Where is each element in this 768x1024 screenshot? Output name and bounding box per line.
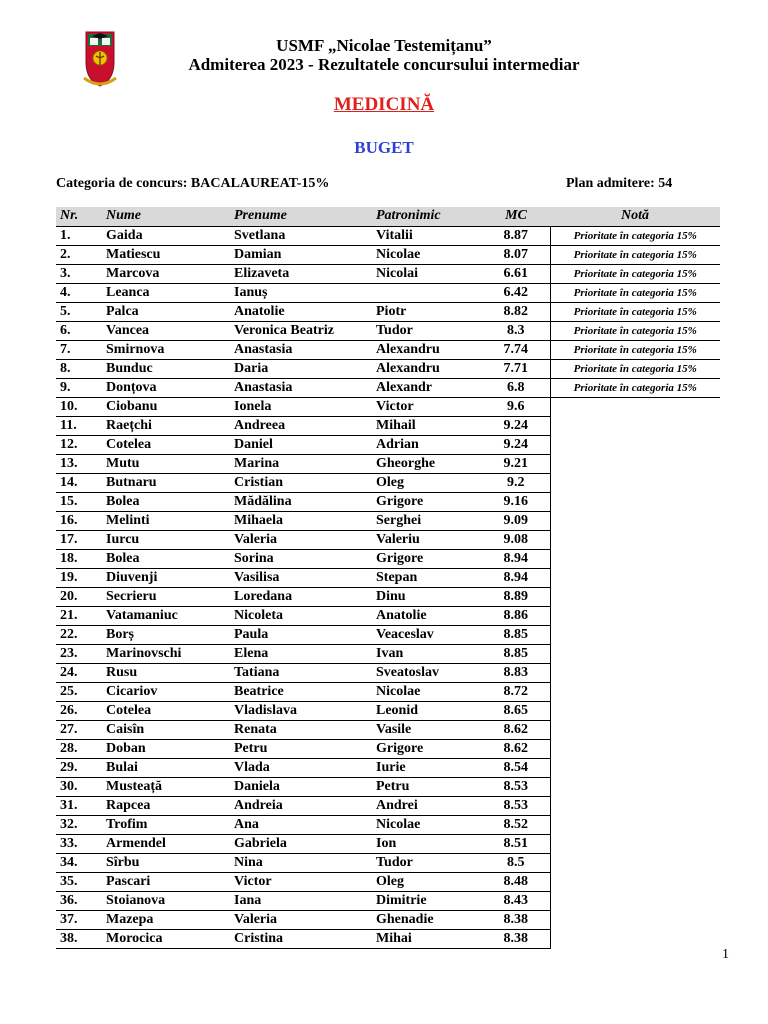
table-row	[56, 739, 720, 758]
cell-patronimic: Vitalii	[372, 226, 482, 245]
cell-prenume: Tatiana	[230, 663, 372, 682]
cell-nume: Bunduc	[102, 359, 230, 378]
table-row	[56, 378, 720, 397]
institution-name: USMF „Nicolae Testemițanu”	[276, 36, 492, 55]
cell-mc: 8.62	[482, 739, 550, 758]
funding-type: BUGET	[354, 138, 414, 157]
table-header-row	[56, 207, 720, 226]
cell-mc: 9.08	[482, 530, 550, 549]
cell-prenume: Elizaveta	[230, 264, 372, 283]
cell-nota	[550, 397, 720, 416]
cell-prenume: Ianuș	[230, 283, 372, 302]
cell-prenume: Loredana	[230, 587, 372, 606]
table-row	[56, 720, 720, 739]
cell-prenume: Elena	[230, 644, 372, 663]
cell-nume: Leanca	[102, 283, 230, 302]
cell-nota	[550, 872, 720, 891]
table-row	[56, 568, 720, 587]
cell-prenume: Vasilisa	[230, 568, 372, 587]
cell-nr: 15.	[56, 492, 102, 511]
cell-nota	[550, 701, 720, 720]
cell-nume: Cotelea	[102, 701, 230, 720]
cell-nota: Prioritate în categoria 15%	[550, 302, 720, 321]
cell-patronimic: Ion	[372, 834, 482, 853]
cell-patronimic: Alexandru	[372, 340, 482, 359]
cell-patronimic: Vasile	[372, 720, 482, 739]
cell-nr: 30.	[56, 777, 102, 796]
cell-prenume: Valeria	[230, 910, 372, 929]
cell-mc: 9.24	[482, 416, 550, 435]
cell-nr: 37.	[56, 910, 102, 929]
cell-nota	[550, 834, 720, 853]
cell-nume: Rusu	[102, 663, 230, 682]
cell-nr: 36.	[56, 891, 102, 910]
results-table	[56, 207, 720, 949]
cell-prenume: Ionela	[230, 397, 372, 416]
cell-nume: Marinovschi	[102, 644, 230, 663]
cell-patronimic: Dimitrie	[372, 891, 482, 910]
table-row	[56, 910, 720, 929]
cell-nr: 6.	[56, 321, 102, 340]
cell-nr: 24.	[56, 663, 102, 682]
table-row	[56, 321, 720, 340]
cell-patronimic: Dinu	[372, 587, 482, 606]
cell-mc: 8.65	[482, 701, 550, 720]
cell-nume: Iurcu	[102, 530, 230, 549]
cell-patronimic: Nicolai	[372, 264, 482, 283]
cell-nr: 12.	[56, 435, 102, 454]
cell-nr: 23.	[56, 644, 102, 663]
table-row	[56, 834, 720, 853]
cell-mc: 6.42	[482, 283, 550, 302]
cell-patronimic: Alexandru	[372, 359, 482, 378]
cell-patronimic: Piotr	[372, 302, 482, 321]
table-row	[56, 663, 720, 682]
col-header-nota: Notă	[550, 207, 720, 226]
cell-nume: Cotelea	[102, 435, 230, 454]
cell-nume: Raețchi	[102, 416, 230, 435]
cell-nr: 4.	[56, 283, 102, 302]
cell-prenume: Anastasia	[230, 340, 372, 359]
cell-nota	[550, 416, 720, 435]
table-row	[56, 302, 720, 321]
cell-nr: 33.	[56, 834, 102, 853]
cell-nume: Matiescu	[102, 245, 230, 264]
specialty-title: MEDICINĂ	[333, 94, 435, 115]
cell-nr: 34.	[56, 853, 102, 872]
cell-prenume: Anatolie	[230, 302, 372, 321]
cell-nr: 31.	[56, 796, 102, 815]
cell-nota	[550, 606, 720, 625]
cell-mc: 8.07	[482, 245, 550, 264]
cell-nr: 16.	[56, 511, 102, 530]
cell-nota: Prioritate în categoria 15%	[550, 340, 720, 359]
cell-nr: 13.	[56, 454, 102, 473]
cell-patronimic: Ghenadie	[372, 910, 482, 929]
cell-mc: 9.6	[482, 397, 550, 416]
cell-patronimic: Serghei	[372, 511, 482, 530]
cell-nume: Gaida	[102, 226, 230, 245]
cell-mc: 8.54	[482, 758, 550, 777]
cell-nota	[550, 853, 720, 872]
cell-nr: 10.	[56, 397, 102, 416]
table-row	[56, 625, 720, 644]
cell-patronimic: Leonid	[372, 701, 482, 720]
cell-nume: Marcova	[102, 264, 230, 283]
table-row	[56, 359, 720, 378]
cell-nota	[550, 815, 720, 834]
cell-nota	[550, 720, 720, 739]
cell-mc: 8.52	[482, 815, 550, 834]
cell-nota	[550, 796, 720, 815]
cell-nume: Doban	[102, 739, 230, 758]
cell-nr: 28.	[56, 739, 102, 758]
cell-nr: 9.	[56, 378, 102, 397]
cell-patronimic: Grigore	[372, 492, 482, 511]
cell-nume: Stoianova	[102, 891, 230, 910]
cell-nota	[550, 492, 720, 511]
cell-nr: 38.	[56, 929, 102, 948]
cell-nr: 25.	[56, 682, 102, 701]
cell-nota: Prioritate în categoria 15%	[550, 226, 720, 245]
cell-mc: 8.38	[482, 910, 550, 929]
table-row	[56, 245, 720, 264]
cell-mc: 8.43	[482, 891, 550, 910]
cell-nota	[550, 530, 720, 549]
cell-prenume: Mădălina	[230, 492, 372, 511]
cell-mc: 8.72	[482, 682, 550, 701]
cell-mc: 8.51	[482, 834, 550, 853]
cell-prenume: Valeria	[230, 530, 372, 549]
cell-nr: 35.	[56, 872, 102, 891]
cell-patronimic: Victor	[372, 397, 482, 416]
cell-patronimic: Nicolae	[372, 245, 482, 264]
cell-nume: Bolea	[102, 549, 230, 568]
cell-prenume: Vladislava	[230, 701, 372, 720]
cell-nume: Armendel	[102, 834, 230, 853]
cell-nr: 32.	[56, 815, 102, 834]
col-header-prenume: Prenume	[230, 207, 372, 226]
cell-patronimic: Oleg	[372, 872, 482, 891]
cell-patronimic: Tudor	[372, 853, 482, 872]
cell-mc: 8.3	[482, 321, 550, 340]
cell-nr: 14.	[56, 473, 102, 492]
cell-prenume: Cristina	[230, 929, 372, 948]
cell-nota	[550, 777, 720, 796]
table-row	[56, 777, 720, 796]
cell-patronimic: Anatolie	[372, 606, 482, 625]
cell-mc: 8.62	[482, 720, 550, 739]
cell-nota	[550, 435, 720, 454]
cell-nota	[550, 587, 720, 606]
cell-nr: 21.	[56, 606, 102, 625]
cell-mc: 9.09	[482, 511, 550, 530]
cell-patronimic: Sveatoslav	[372, 663, 482, 682]
cell-nr: 22.	[56, 625, 102, 644]
cell-nr: 18.	[56, 549, 102, 568]
cell-patronimic: Iurie	[372, 758, 482, 777]
cell-nr: 1.	[56, 226, 102, 245]
cell-nume: Ciobanu	[102, 397, 230, 416]
competition-category: Categoria de concurs: BACALAUREAT-15%	[56, 176, 330, 191]
cell-nume: Sîrbu	[102, 853, 230, 872]
cell-nume: Vancea	[102, 321, 230, 340]
cell-mc: 9.24	[482, 435, 550, 454]
cell-mc: 8.85	[482, 625, 550, 644]
cell-patronimic: Alexandr	[372, 378, 482, 397]
cell-prenume: Daria	[230, 359, 372, 378]
cell-mc: 8.82	[482, 302, 550, 321]
cell-nr: 29.	[56, 758, 102, 777]
table-row	[56, 397, 720, 416]
cell-prenume: Svetlana	[230, 226, 372, 245]
cell-mc: 8.87	[482, 226, 550, 245]
table-row	[56, 758, 720, 777]
cell-nr: 11.	[56, 416, 102, 435]
cell-prenume: Ana	[230, 815, 372, 834]
cell-mc: 8.86	[482, 606, 550, 625]
table-body	[56, 226, 720, 948]
cell-nume: Musteață	[102, 777, 230, 796]
cell-nume: Secrieru	[102, 587, 230, 606]
cell-nume: Palca	[102, 302, 230, 321]
cell-mc: 8.85	[482, 644, 550, 663]
cell-nume: Smirnova	[102, 340, 230, 359]
cell-prenume: Beatrice	[230, 682, 372, 701]
cell-prenume: Gabriela	[230, 834, 372, 853]
cell-nume: Vatamaniuc	[102, 606, 230, 625]
cell-patronimic: Tudor	[372, 321, 482, 340]
cell-nota	[550, 625, 720, 644]
cell-nota	[550, 568, 720, 587]
admission-plan: Plan admitere: 54	[566, 176, 673, 191]
table-row	[56, 644, 720, 663]
cell-patronimic: Grigore	[372, 739, 482, 758]
cell-prenume: Veronica Beatriz	[230, 321, 372, 340]
table-row	[56, 872, 720, 891]
col-header-mc: MC	[482, 207, 550, 226]
cell-prenume: Renata	[230, 720, 372, 739]
cell-nota: Prioritate în categoria 15%	[550, 359, 720, 378]
table-row	[56, 549, 720, 568]
cell-nota	[550, 454, 720, 473]
cell-prenume: Paula	[230, 625, 372, 644]
cell-prenume: Nicoleta	[230, 606, 372, 625]
cell-patronimic	[372, 283, 482, 302]
cell-nume: Pascari	[102, 872, 230, 891]
cell-nr: 2.	[56, 245, 102, 264]
cell-nr: 27.	[56, 720, 102, 739]
table-row	[56, 340, 720, 359]
table-row	[56, 853, 720, 872]
cell-mc: 9.21	[482, 454, 550, 473]
cell-prenume: Iana	[230, 891, 372, 910]
cell-nota	[550, 929, 720, 948]
table-row	[56, 530, 720, 549]
cell-prenume: Damian	[230, 245, 372, 264]
cell-nume: Bolea	[102, 492, 230, 511]
table-row	[56, 606, 720, 625]
cell-mc: 8.38	[482, 929, 550, 948]
cell-patronimic: Oleg	[372, 473, 482, 492]
cell-mc: 8.5	[482, 853, 550, 872]
cell-nr: 20.	[56, 587, 102, 606]
cell-nume: Cicariov	[102, 682, 230, 701]
cell-prenume: Andreea	[230, 416, 372, 435]
cell-nume: Caisîn	[102, 720, 230, 739]
cell-prenume: Vlada	[230, 758, 372, 777]
table-row	[56, 283, 720, 302]
cell-patronimic: Grigore	[372, 549, 482, 568]
cell-nota: Prioritate în categoria 15%	[550, 321, 720, 340]
cell-mc: 8.48	[482, 872, 550, 891]
page-number: 1	[722, 947, 729, 962]
cell-nume: Bulai	[102, 758, 230, 777]
cell-nr: 5.	[56, 302, 102, 321]
cell-prenume: Nina	[230, 853, 372, 872]
cell-patronimic: Petru	[372, 777, 482, 796]
cell-nota: Prioritate în categoria 15%	[550, 264, 720, 283]
cell-nota	[550, 511, 720, 530]
cell-patronimic: Andrei	[372, 796, 482, 815]
cell-patronimic: Ivan	[372, 644, 482, 663]
cell-nota	[550, 682, 720, 701]
cell-nota	[550, 891, 720, 910]
cell-nota	[550, 739, 720, 758]
cell-patronimic: Mihail	[372, 416, 482, 435]
document-title: Admiterea 2023 - Rezultatele concursului intermediar	[188, 55, 580, 74]
cell-nr: 26.	[56, 701, 102, 720]
cell-prenume: Mihaela	[230, 511, 372, 530]
table-row	[56, 492, 720, 511]
cell-patronimic: Gheorghe	[372, 454, 482, 473]
cell-mc: 7.74	[482, 340, 550, 359]
cell-prenume: Marina	[230, 454, 372, 473]
cell-mc: 6.8	[482, 378, 550, 397]
cell-patronimic: Valeriu	[372, 530, 482, 549]
cell-patronimic: Veaceslav	[372, 625, 482, 644]
cell-patronimic: Stepan	[372, 568, 482, 587]
table-row	[56, 815, 720, 834]
cell-nume: Morocica	[102, 929, 230, 948]
cell-mc: 8.94	[482, 549, 550, 568]
cell-patronimic: Nicolae	[372, 815, 482, 834]
cell-nota: Prioritate în categoria 15%	[550, 245, 720, 264]
table-row	[56, 796, 720, 815]
cell-nume: Rapcea	[102, 796, 230, 815]
cell-nume: Diuvenji	[102, 568, 230, 587]
table-row	[56, 511, 720, 530]
cell-mc: 9.2	[482, 473, 550, 492]
cell-prenume: Andreia	[230, 796, 372, 815]
cell-nota: Prioritate în categoria 15%	[550, 283, 720, 302]
cell-nume: Trofim	[102, 815, 230, 834]
cell-prenume: Daniela	[230, 777, 372, 796]
cell-nota	[550, 758, 720, 777]
cell-prenume: Cristian	[230, 473, 372, 492]
cell-nume: Butnaru	[102, 473, 230, 492]
cell-nr: 8.	[56, 359, 102, 378]
col-header-nr: Nr.	[56, 207, 102, 226]
cell-patronimic: Mihai	[372, 929, 482, 948]
table-row	[56, 226, 720, 245]
cell-prenume: Anastasia	[230, 378, 372, 397]
cell-nume: Melinti	[102, 511, 230, 530]
col-header-patronimic: Patronimic	[372, 207, 482, 226]
table-row	[56, 454, 720, 473]
cell-nota	[550, 663, 720, 682]
table-row	[56, 473, 720, 492]
cell-nume: Mazepa	[102, 910, 230, 929]
cell-mc: 8.89	[482, 587, 550, 606]
cell-mc: 9.16	[482, 492, 550, 511]
cell-nota	[550, 473, 720, 492]
cell-nota	[550, 644, 720, 663]
cell-prenume: Victor	[230, 872, 372, 891]
cell-nr: 3.	[56, 264, 102, 283]
cell-nume: Borș	[102, 625, 230, 644]
cell-mc: 6.61	[482, 264, 550, 283]
cell-nota	[550, 549, 720, 568]
col-header-nume: Nume	[102, 207, 230, 226]
cell-nr: 17.	[56, 530, 102, 549]
cell-nume: Mutu	[102, 454, 230, 473]
table-row	[56, 682, 720, 701]
cell-nota	[550, 910, 720, 929]
cell-nota: Prioritate în categoria 15%	[550, 378, 720, 397]
table-row	[56, 435, 720, 454]
table-row	[56, 416, 720, 435]
table-row	[56, 264, 720, 283]
table-row	[56, 587, 720, 606]
cell-prenume: Sorina	[230, 549, 372, 568]
cell-nr: 19.	[56, 568, 102, 587]
cell-prenume: Petru	[230, 739, 372, 758]
cell-prenume: Daniel	[230, 435, 372, 454]
cell-nume: Donțova	[102, 378, 230, 397]
cell-mc: 8.53	[482, 796, 550, 815]
cell-mc: 8.94	[482, 568, 550, 587]
cell-nr: 7.	[56, 340, 102, 359]
table-row	[56, 701, 720, 720]
cell-mc: 8.53	[482, 777, 550, 796]
cell-patronimic: Nicolae	[372, 682, 482, 701]
cell-mc: 7.71	[482, 359, 550, 378]
cell-mc: 8.83	[482, 663, 550, 682]
table-row	[56, 929, 720, 948]
cell-patronimic: Adrian	[372, 435, 482, 454]
table-row	[56, 891, 720, 910]
